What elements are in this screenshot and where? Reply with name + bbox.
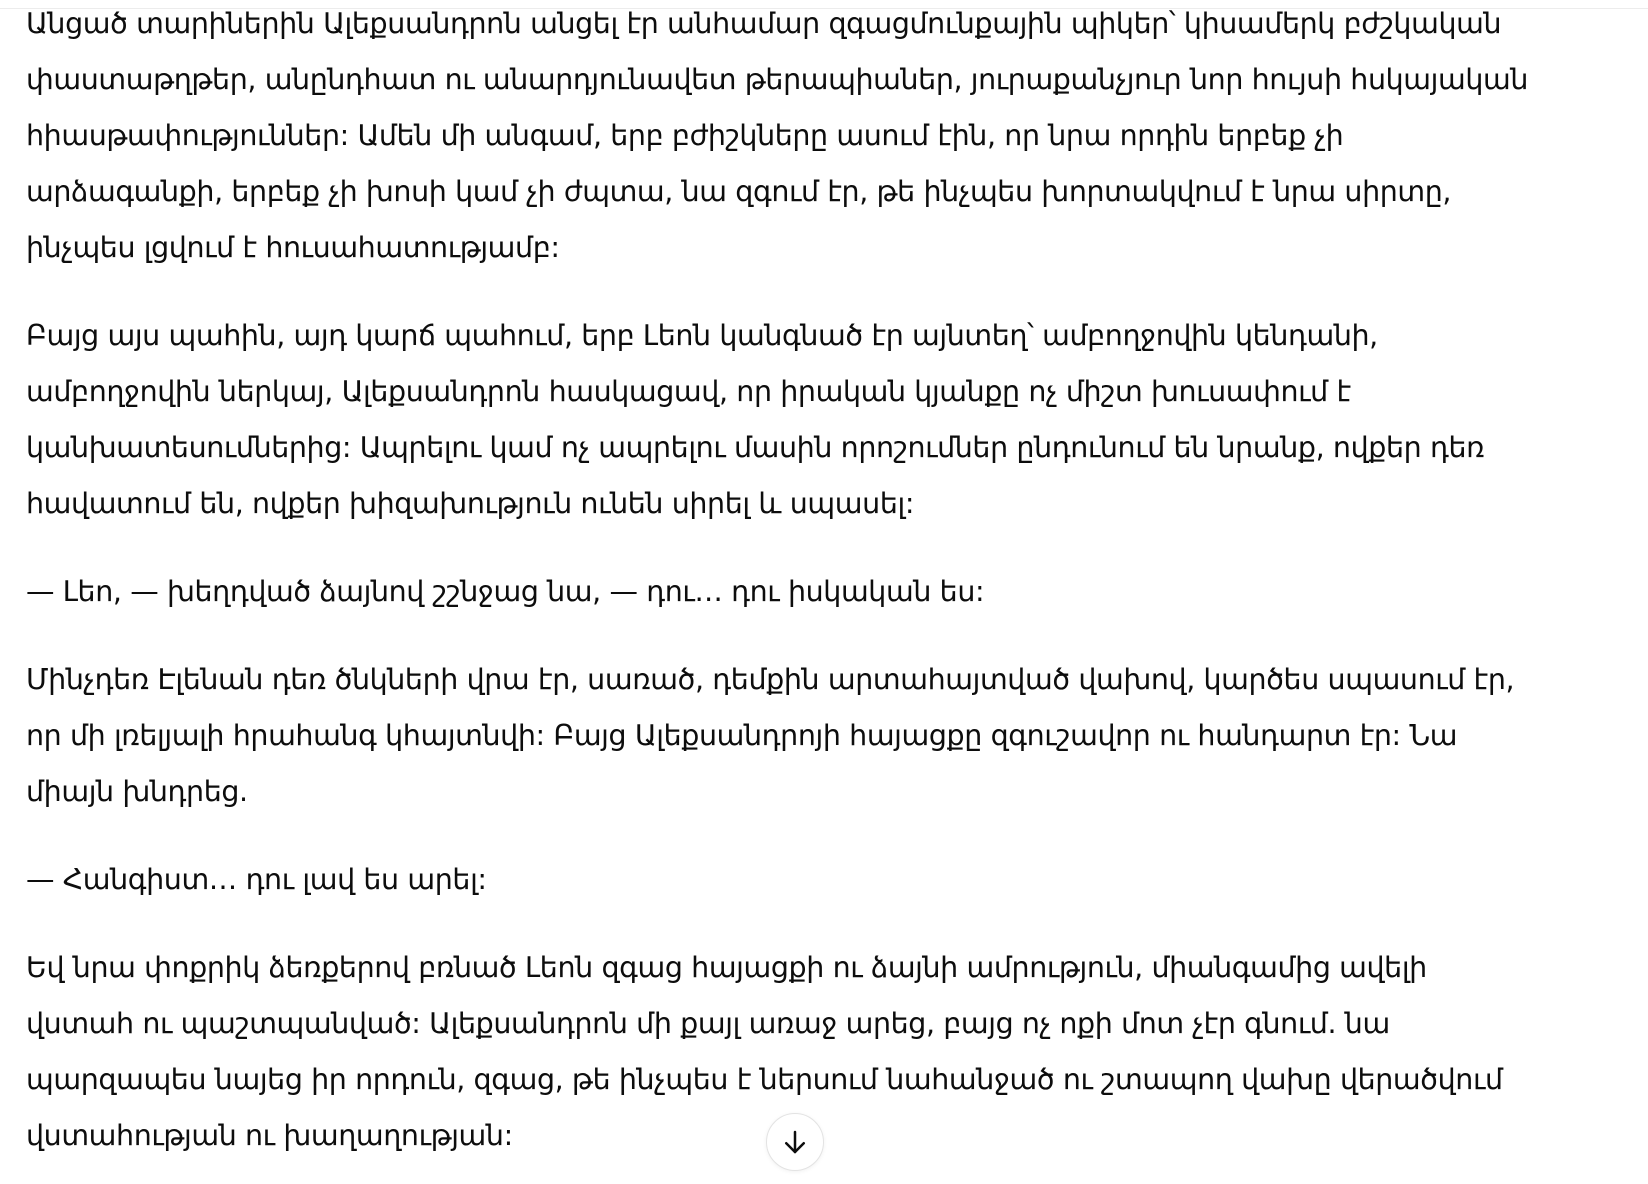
paragraph-line: փաստաթղթեր, անընդհատ ու անարդյունավետ թերապիաներ, յուրաքանչյուր նոր հույսի հսկայական [26, 63, 1529, 96]
paragraph-line: Եվ նրա փոքրիկ ձեռքերով բռնած Լեոն զգաց հայացքի ու ձայնի ամրություն, միանգամից ավելի [26, 951, 1427, 984]
paragraph-line: հավատում են, ովքեր խիզախություն ունեն սիրել և սպասել: [26, 487, 915, 520]
message-paragraph [26, 652, 1626, 820]
scroll-to-bottom-button[interactable] [766, 1113, 824, 1171]
paragraph-line: վստահության ու խաղաղության: [26, 1119, 513, 1152]
paragraph-line: — Լեո, — խեղդված ձայնով շշնջաց նա, — դու… դու իսկական ես: [26, 575, 985, 608]
paragraph-line: որ մի լռելյալի հրահանգ կհայտնվի: Բայց Ալեքսանդրոյի հայացքը զգուշավոր ու հանդարտ էր: Նա [26, 719, 1458, 752]
assistant-message [26, 0, 1626, 1184]
paragraph-line: ամբողջովին ներկայ, Ալեքսանդրոն հասկացավ, որ իրական կյանքը ոչ միշտ խուսափում է [26, 375, 1351, 408]
message-paragraph [26, 852, 1626, 908]
paragraph-line: Անցած տարիներին Ալեքսանդրոն անցել էր անհամար զգացմունքային պիկեր՝ կիսամերկ բժշկական [26, 7, 1502, 40]
paragraph-line: պարզապես նայեց իր որդուն, զգաց, թե ինչպես է ներսում նահանջած ու շտապող վախը վերածվում [26, 1063, 1503, 1096]
message-paragraph [26, 0, 1626, 276]
paragraph-line: վստահ ու պաշտպանված: Ալեքսանդրոն մի քայլ առաջ արեց, բայց ոչ ոքի մոտ չէր գնում. նա [26, 1007, 1390, 1040]
paragraph-line: ինչպես լցվում է հուսահատությամբ: [26, 231, 560, 264]
paragraph-line: արձագանքի, երբեք չի խոսի կամ չի ժպտա, նա զգում էր, թե ինչպես խորտակվում է նրա սիրտը, [26, 175, 1452, 208]
paragraph-line: Բայց այս պահին, այդ կարճ պահում, երբ Լեոն կանգնած էր այնտեղ՝ ամբողջովին կենդանի, [26, 319, 1378, 352]
message-paragraph [26, 564, 1626, 620]
paragraph-line: կանխատեսումներից: Ապրելու կամ ոչ ապրելու մասին որոշումներ ընդունում են նրանք, ովքեր դեռ [26, 431, 1485, 464]
paragraph-line: — Հանգիստ… դու լավ ես արել: [26, 863, 487, 896]
message-paragraph [26, 940, 1626, 1164]
arrow-down-icon [780, 1127, 810, 1157]
message-paragraph [26, 308, 1626, 532]
paragraph-line: Մինչդեռ Էլենան դեռ ծնկների վրա էր, սառած, դեմքին արտահայտված վախով, կարծես սպասում էր, [26, 663, 1515, 696]
paragraph-line: հիասթափություններ: Ամեն մի անգամ, երբ բժիշկները ասում էին, որ նրա որդին երբեք չի [26, 119, 1344, 152]
paragraph-line: միայն խնդրեց. [26, 775, 248, 808]
